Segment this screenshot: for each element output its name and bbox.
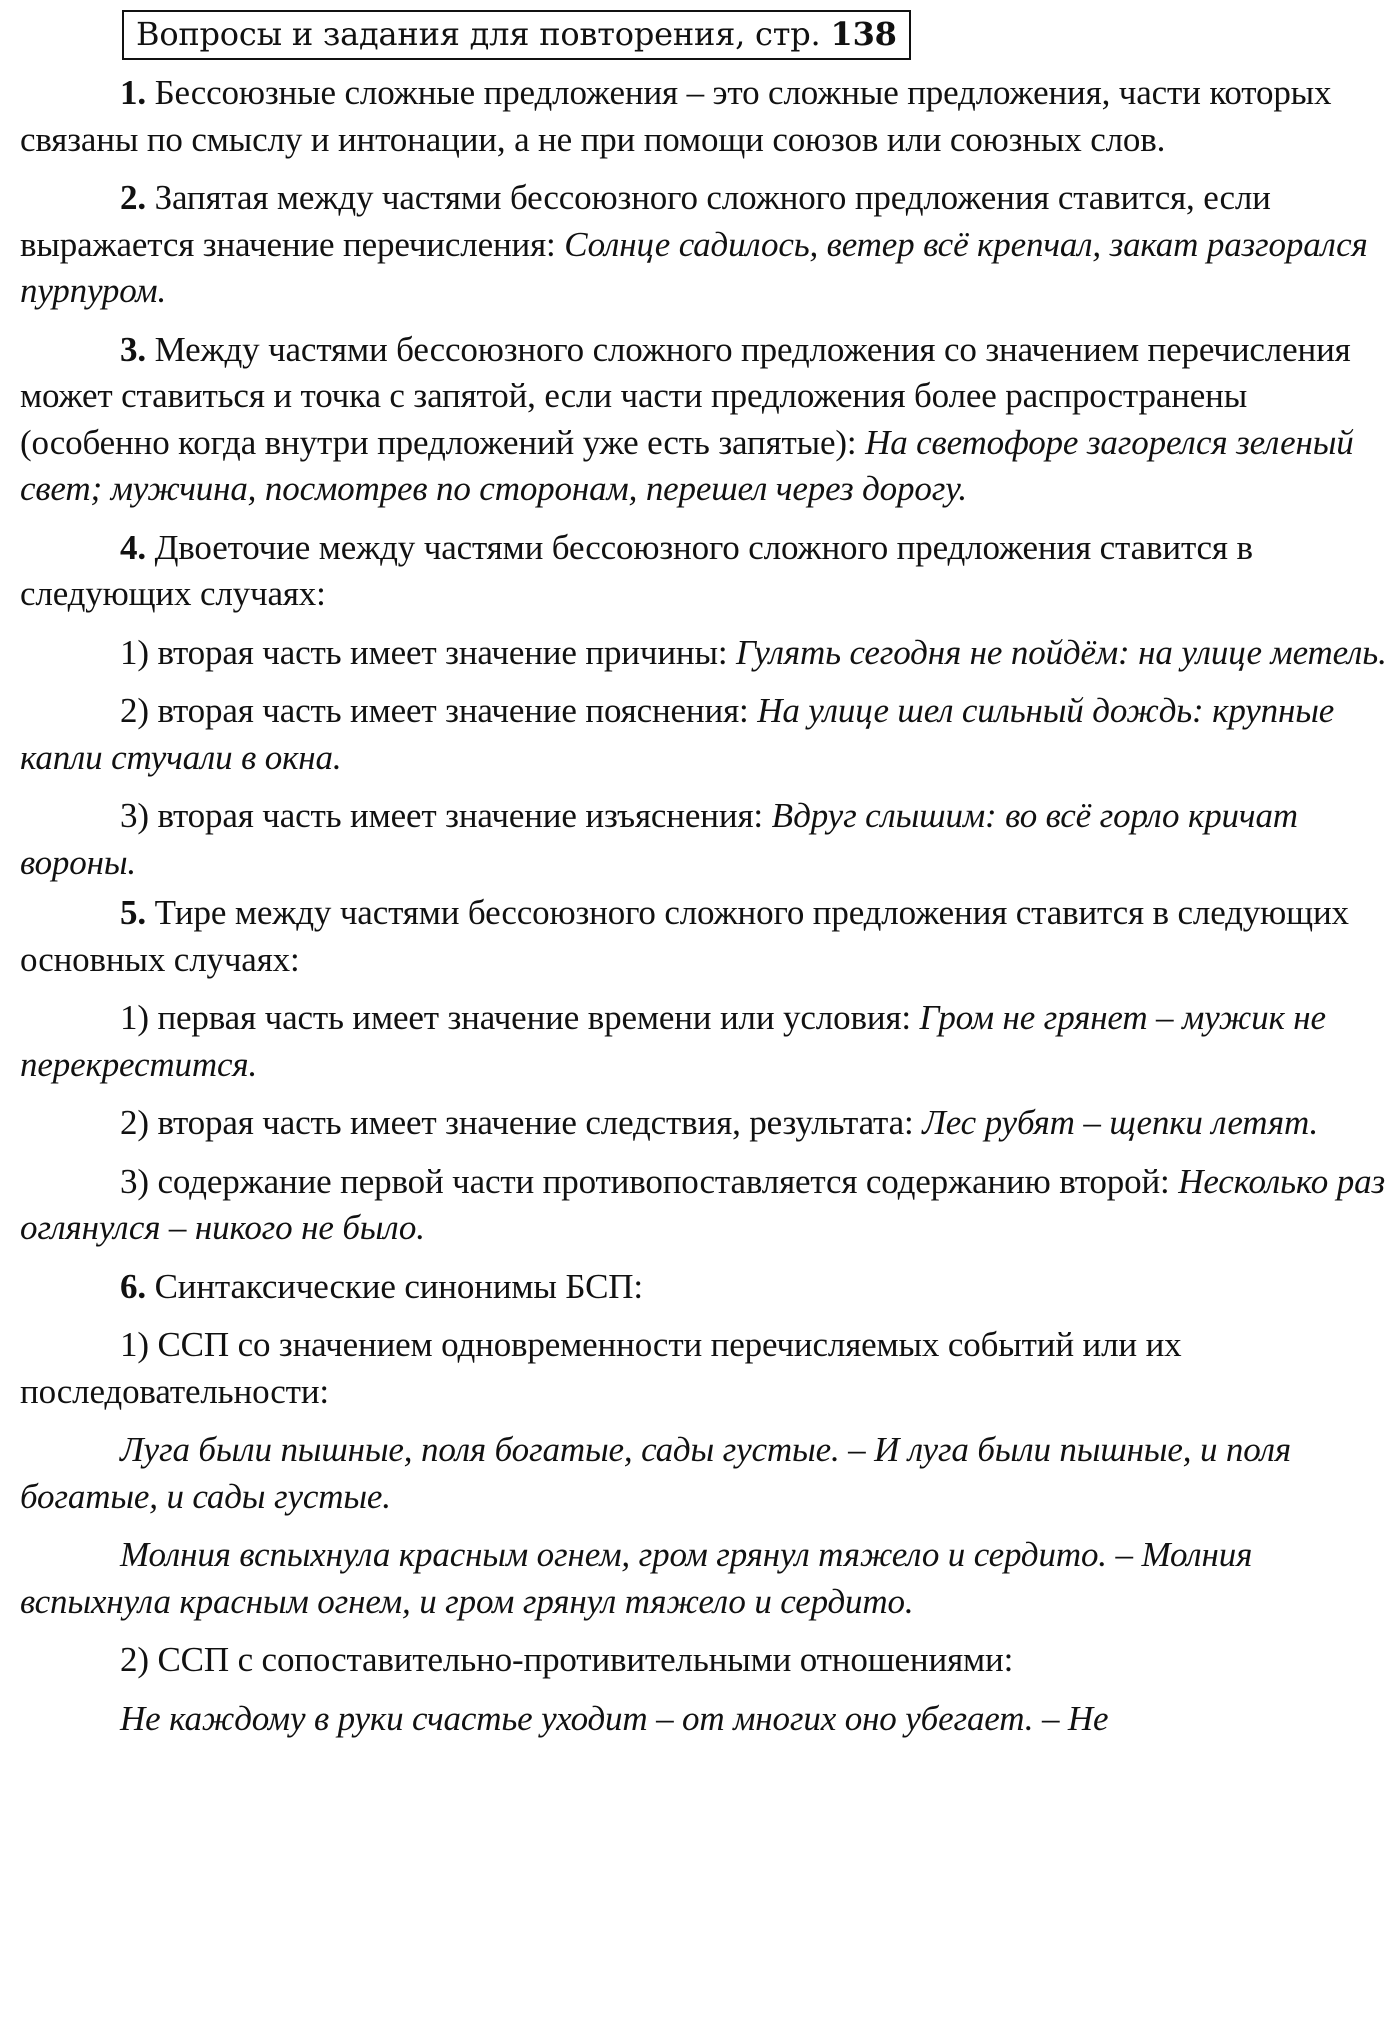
item-number: 6. [120,1266,146,1306]
item-text: 1) ССП со значением одновременности перечисляемых событий или их последовательности: [20,1325,1182,1411]
item-example: На светофоре загорелся зеленый свет; мужчина, посмотрев по сторонам, перешел через дорогу. [20,422,1354,508]
paragraph-6 [20,1264,1388,1311]
item-number: 2. [120,178,146,217]
paragraph-5-1 [20,995,1388,1088]
item-text: Синтаксические синонимы БСП: [154,1266,643,1306]
paragraph-4-1 [20,630,1388,677]
paragraph-2 [20,175,1388,315]
paragraph-6-1-example-b [20,1532,1388,1625]
item-text: Между частями бессоюзного сложного предложения со значением перечисления может ставиться и точка с запятой, если части предложения более распространены (особенно когда внутри предложений уже есть запятые): [20,329,1351,462]
item-example: Гром не грянет – мужик не перекрестится. [20,998,1326,1084]
paragraph-4 [20,525,1388,618]
paragraph-6-2-example-a [20,1696,1388,1743]
section-header [122,10,911,60]
item-example: Вдруг слышим: во всё горло кричат вороны. [20,796,1298,882]
paragraph-5 [20,890,1388,983]
item-example: Молния вспыхнула красным огнем, гром грянул тяжело и сердито. – Молния вспыхнула красным огнем, и гром грянул тяжело и сердито. [20,1535,1253,1621]
paragraph-5-2 [20,1100,1388,1147]
item-text: 2) вторая часть имеет значение следствия, результата: [120,1103,914,1142]
item-text: Запятая между частями бессоюзного сложного предложения ставится, если выражается значение перечисления: [20,178,1271,264]
item-example: Гулять сегодня не пойдём: на улице метель. [736,632,1387,672]
item-number: 4. [120,527,146,567]
paragraph-4-3 [20,793,1388,886]
paragraph-3 [20,327,1388,513]
item-text: Двоеточие между частями бессоюзного сложного предложения ставится в следующих случаях: [20,527,1253,613]
paragraph-5-3 [20,1159,1388,1252]
item-number: 1. [120,73,146,112]
item-text: Бессоюзные сложные предложения – это сложные предложения, части которых связаны по смыслу и интонации, а не при помощи союзов или союзных слов. [20,73,1332,159]
item-number: 5. [120,893,146,932]
paragraph-4-2 [20,688,1388,781]
paragraph-1 [20,70,1388,163]
section-header-page-number: 138 [830,15,897,53]
item-example: Солнце садилось, ветер всё крепчал, закат разгорался пурпуром. [20,224,1368,310]
item-example: Лес рубят – щепки летят. [922,1103,1319,1142]
item-text: Тире между частями бессоюзного сложного предложения ставится в следующих основных случаях: [20,893,1349,979]
paragraph-6-1 [20,1322,1388,1415]
paragraph-6-1-example-a [20,1427,1388,1520]
item-text: 3) содержание первой части противопоставляется содержанию второй: [120,1161,1170,1201]
item-example: На улице шел сильный дождь: крупные капли стучали в окна. [20,691,1335,777]
item-example: Несколько раз оглянулся – никого не было. [20,1161,1385,1247]
paragraph-6-2 [20,1637,1388,1684]
item-example: Не каждому в руки счастье уходит – от многих оно убегает. – Не [120,1698,1109,1738]
item-text: 1) вторая часть имеет значение причины: [120,632,728,672]
item-example: Луга были пышные, поля богатые, сады густые. – И луга были пышные, и поля богатые, и сады густые. [20,1430,1291,1516]
document-page [20,10,1388,2010]
section-header-title: Вопросы и задания для повторения, стр. [136,15,821,53]
item-text: 2) вторая часть имеет значение пояснения: [120,691,749,730]
item-text: 3) вторая часть имеет значение изъяснения: [120,796,763,835]
item-text: 1) первая часть имеет значение времени или условия: [120,998,911,1037]
item-text: 2) ССП с сопоставительно-противительными отношениями: [120,1640,1014,1679]
item-number: 3. [120,329,146,369]
